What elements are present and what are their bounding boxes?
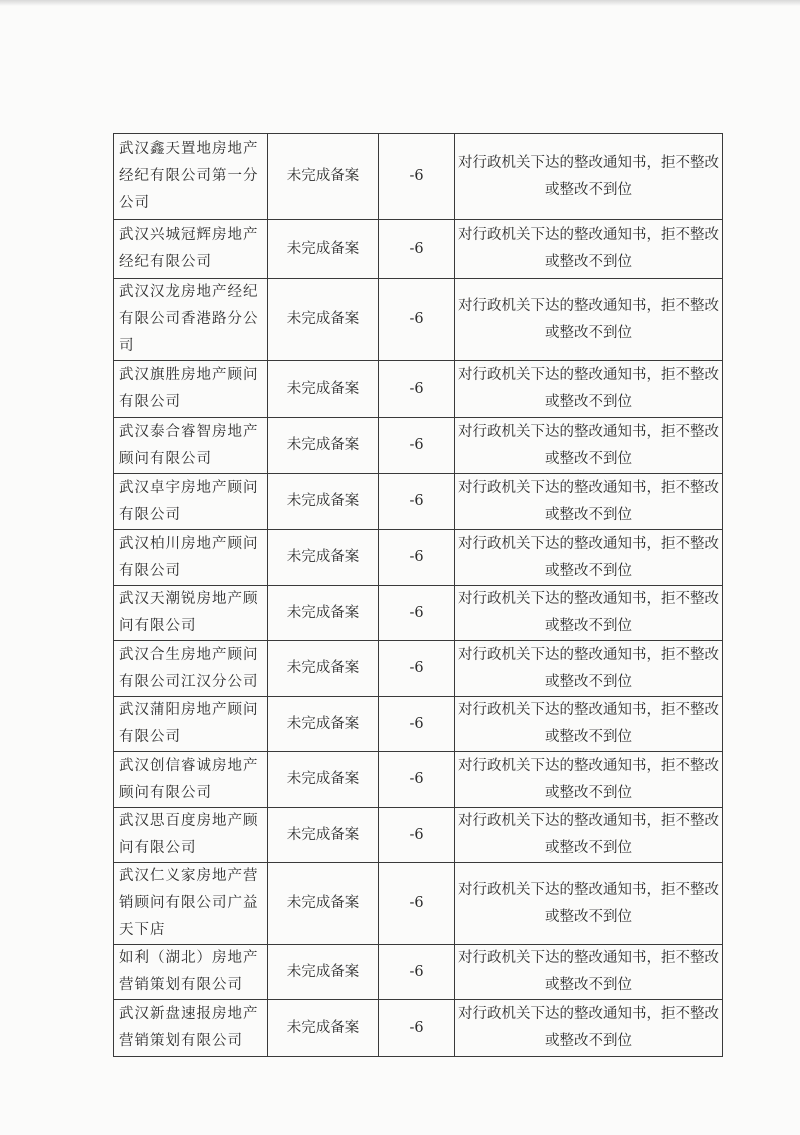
company-name-cell: 武汉思百度房地产顾问有限公司 — [114, 808, 268, 863]
reason-cell: 对行政机关下达的整改通知书，拒不整改或整改不到位 — [455, 1000, 723, 1057]
filing-status-cell: 未完成备案 — [268, 863, 379, 945]
filing-status-cell: 未完成备案 — [268, 1000, 379, 1057]
score-cell: -6 — [379, 586, 455, 641]
score-cell: -6 — [379, 697, 455, 752]
table-row — [114, 641, 723, 697]
reason-cell: 对行政机关下达的整改通知书，拒不整改或整改不到位 — [455, 752, 723, 808]
table-row — [114, 586, 723, 641]
filing-status-cell: 未完成备案 — [268, 361, 379, 418]
penalty-table — [113, 133, 723, 1057]
table-row — [114, 863, 723, 945]
table-row — [114, 945, 723, 1000]
filing-status-cell: 未完成备案 — [268, 474, 379, 530]
company-name-cell: 武汉旗胜房地产顾问有限公司 — [114, 361, 268, 418]
score-cell: -6 — [379, 418, 455, 474]
reason-cell: 对行政机关下达的整改通知书，拒不整改或整改不到位 — [455, 697, 723, 752]
company-name-cell: 武汉合生房地产顾问有限公司江汉分公司 — [114, 641, 268, 697]
filing-status-cell: 未完成备案 — [268, 530, 379, 586]
score-cell: -6 — [379, 279, 455, 361]
table-row — [114, 808, 723, 863]
score-cell: -6 — [379, 220, 455, 279]
table-row — [114, 697, 723, 752]
scan-edge — [0, 0, 800, 6]
table-row — [114, 279, 723, 361]
filing-status-cell: 未完成备案 — [268, 808, 379, 863]
reason-cell: 对行政机关下达的整改通知书，拒不整改或整改不到位 — [455, 418, 723, 474]
company-name-cell: 武汉泰合睿智房地产顾问有限公司 — [114, 418, 268, 474]
reason-cell: 对行政机关下达的整改通知书，拒不整改或整改不到位 — [455, 361, 723, 418]
reason-cell: 对行政机关下达的整改通知书，拒不整改或整改不到位 — [455, 220, 723, 279]
reason-cell: 对行政机关下达的整改通知书，拒不整改或整改不到位 — [455, 945, 723, 1000]
table-row — [114, 752, 723, 808]
table-row — [114, 530, 723, 586]
score-cell: -6 — [379, 863, 455, 945]
table-row — [114, 220, 723, 279]
reason-cell: 对行政机关下达的整改通知书，拒不整改或整改不到位 — [455, 641, 723, 697]
table-row — [114, 1000, 723, 1057]
score-cell: -6 — [379, 808, 455, 863]
company-name-cell: 武汉卓宇房地产顾问有限公司 — [114, 474, 268, 530]
company-name-cell: 武汉新盘速报房地产营销策划有限公司 — [114, 1000, 268, 1057]
score-cell: -6 — [379, 530, 455, 586]
company-name-cell: 如利（湖北）房地产营销策划有限公司 — [114, 945, 268, 1000]
score-cell: -6 — [379, 1000, 455, 1057]
reason-cell: 对行政机关下达的整改通知书，拒不整改或整改不到位 — [455, 134, 723, 220]
company-name-cell: 武汉仁义家房地产营销顾问有限公司广益天下店 — [114, 863, 268, 945]
company-name-cell: 武汉创信睿诚房地产顾问有限公司 — [114, 752, 268, 808]
reason-cell: 对行政机关下达的整改通知书，拒不整改或整改不到位 — [455, 530, 723, 586]
table-row — [114, 474, 723, 530]
score-cell: -6 — [379, 641, 455, 697]
reason-cell: 对行政机关下达的整改通知书，拒不整改或整改不到位 — [455, 474, 723, 530]
company-name-cell: 武汉柏川房地产顾问有限公司 — [114, 530, 268, 586]
filing-status-cell: 未完成备案 — [268, 279, 379, 361]
filing-status-cell: 未完成备案 — [268, 697, 379, 752]
reason-cell: 对行政机关下达的整改通知书，拒不整改或整改不到位 — [455, 586, 723, 641]
filing-status-cell: 未完成备案 — [268, 220, 379, 279]
score-cell: -6 — [379, 474, 455, 530]
filing-status-cell: 未完成备案 — [268, 586, 379, 641]
reason-cell: 对行政机关下达的整改通知书，拒不整改或整改不到位 — [455, 279, 723, 361]
score-cell: -6 — [379, 945, 455, 1000]
filing-status-cell: 未完成备案 — [268, 418, 379, 474]
reason-cell: 对行政机关下达的整改通知书，拒不整改或整改不到位 — [455, 808, 723, 863]
filing-status-cell: 未完成备案 — [268, 752, 379, 808]
score-cell: -6 — [379, 752, 455, 808]
company-name-cell: 武汉兴城冠辉房地产经纪有限公司 — [114, 220, 268, 279]
score-cell: -6 — [379, 361, 455, 418]
table-row — [114, 134, 723, 220]
reason-cell: 对行政机关下达的整改通知书，拒不整改或整改不到位 — [455, 863, 723, 945]
table-row — [114, 418, 723, 474]
company-name-cell: 武汉鑫天置地房地产经纪有限公司第一分公司 — [114, 134, 268, 220]
company-name-cell: 武汉天潮锐房地产顾问有限公司 — [114, 586, 268, 641]
filing-status-cell: 未完成备案 — [268, 641, 379, 697]
score-cell: -6 — [379, 134, 455, 220]
company-name-cell: 武汉汉龙房地产经纪有限公司香港路分公司 — [114, 279, 268, 361]
filing-status-cell: 未完成备案 — [268, 134, 379, 220]
company-name-cell: 武汉蒲阳房地产顾问有限公司 — [114, 697, 268, 752]
table-row — [114, 361, 723, 418]
filing-status-cell: 未完成备案 — [268, 945, 379, 1000]
